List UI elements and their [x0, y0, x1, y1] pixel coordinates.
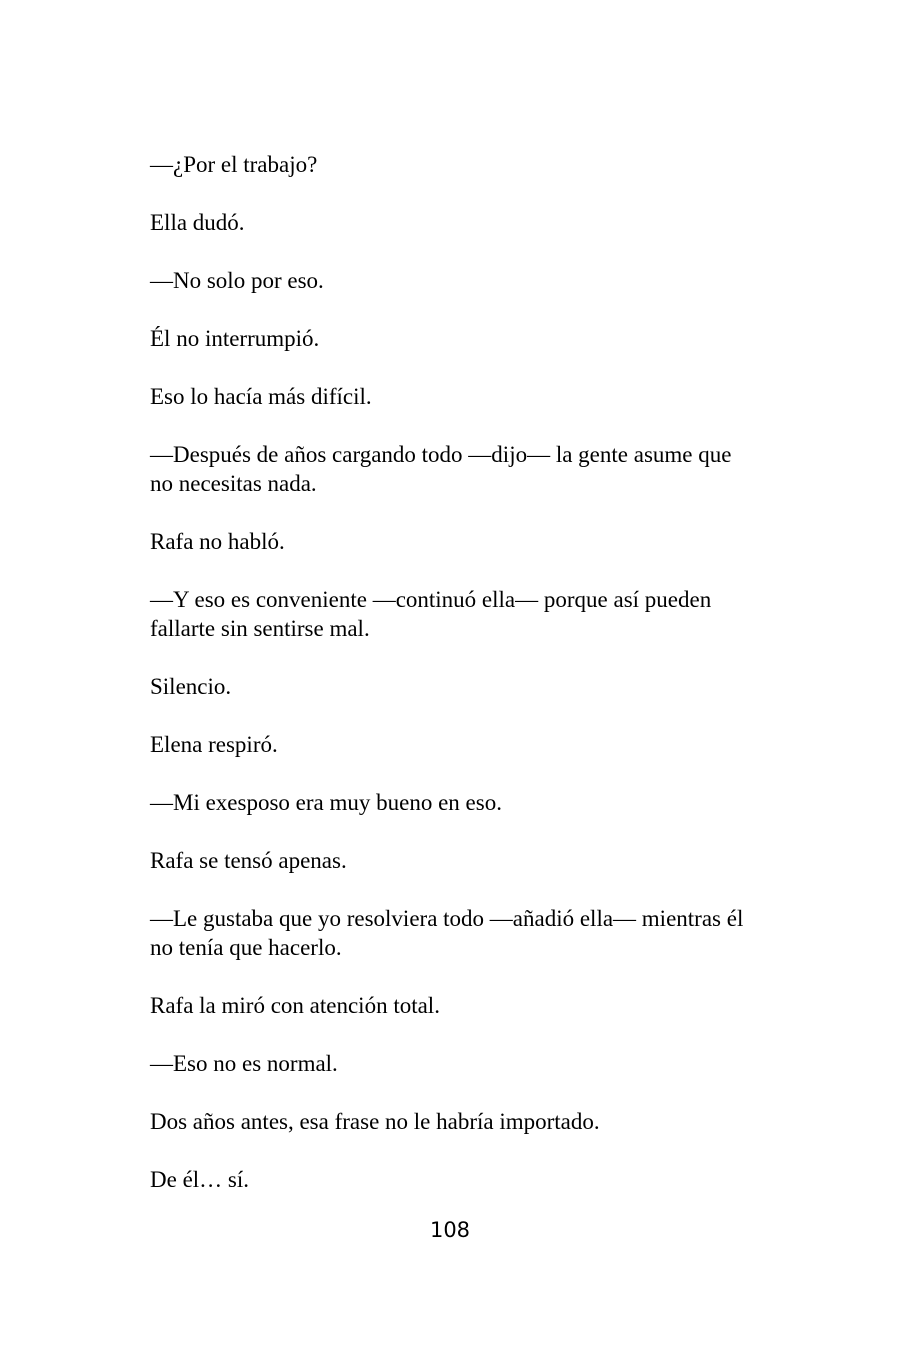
paragraph: Eso lo hacía más difícil. [150, 384, 372, 409]
paragraph: Rafa no habló. [150, 529, 285, 554]
paragraph: Rafa la miró con atención total. [150, 993, 440, 1018]
paragraph: Silencio. [150, 674, 232, 699]
paragraph: —Eso no es normal. [150, 1051, 338, 1076]
paragraph: Él no interrumpió. [150, 326, 320, 351]
page-body-text [150, 150, 750, 1223]
page-number: 108 [429, 1218, 471, 1242]
paragraph: Rafa se tensó apenas. [150, 848, 347, 873]
paragraph: —Y eso es conveniente —continuó ella— porque así pueden fallarte sin sentirse mal. [150, 587, 712, 641]
paragraph: —¿Por el trabajo? [150, 152, 318, 177]
paragraph: Elena respiró. [150, 732, 278, 757]
paragraph: —Después de años cargando todo —dijo— la gente asume que no necesitas nada. [150, 442, 732, 496]
paragraph: De él… sí. [150, 1167, 250, 1192]
paragraph: Ella dudó. [150, 210, 245, 235]
paragraph: —Le gustaba que yo resolviera todo —añadió ella— mientras él no tenía que hacerlo. [150, 906, 744, 960]
paragraph: Dos años antes, esa frase no le habría importado. [150, 1109, 600, 1134]
paragraph: —Mi exesposo era muy bueno en eso. [150, 790, 502, 815]
paragraph: —No solo por eso. [150, 268, 324, 293]
